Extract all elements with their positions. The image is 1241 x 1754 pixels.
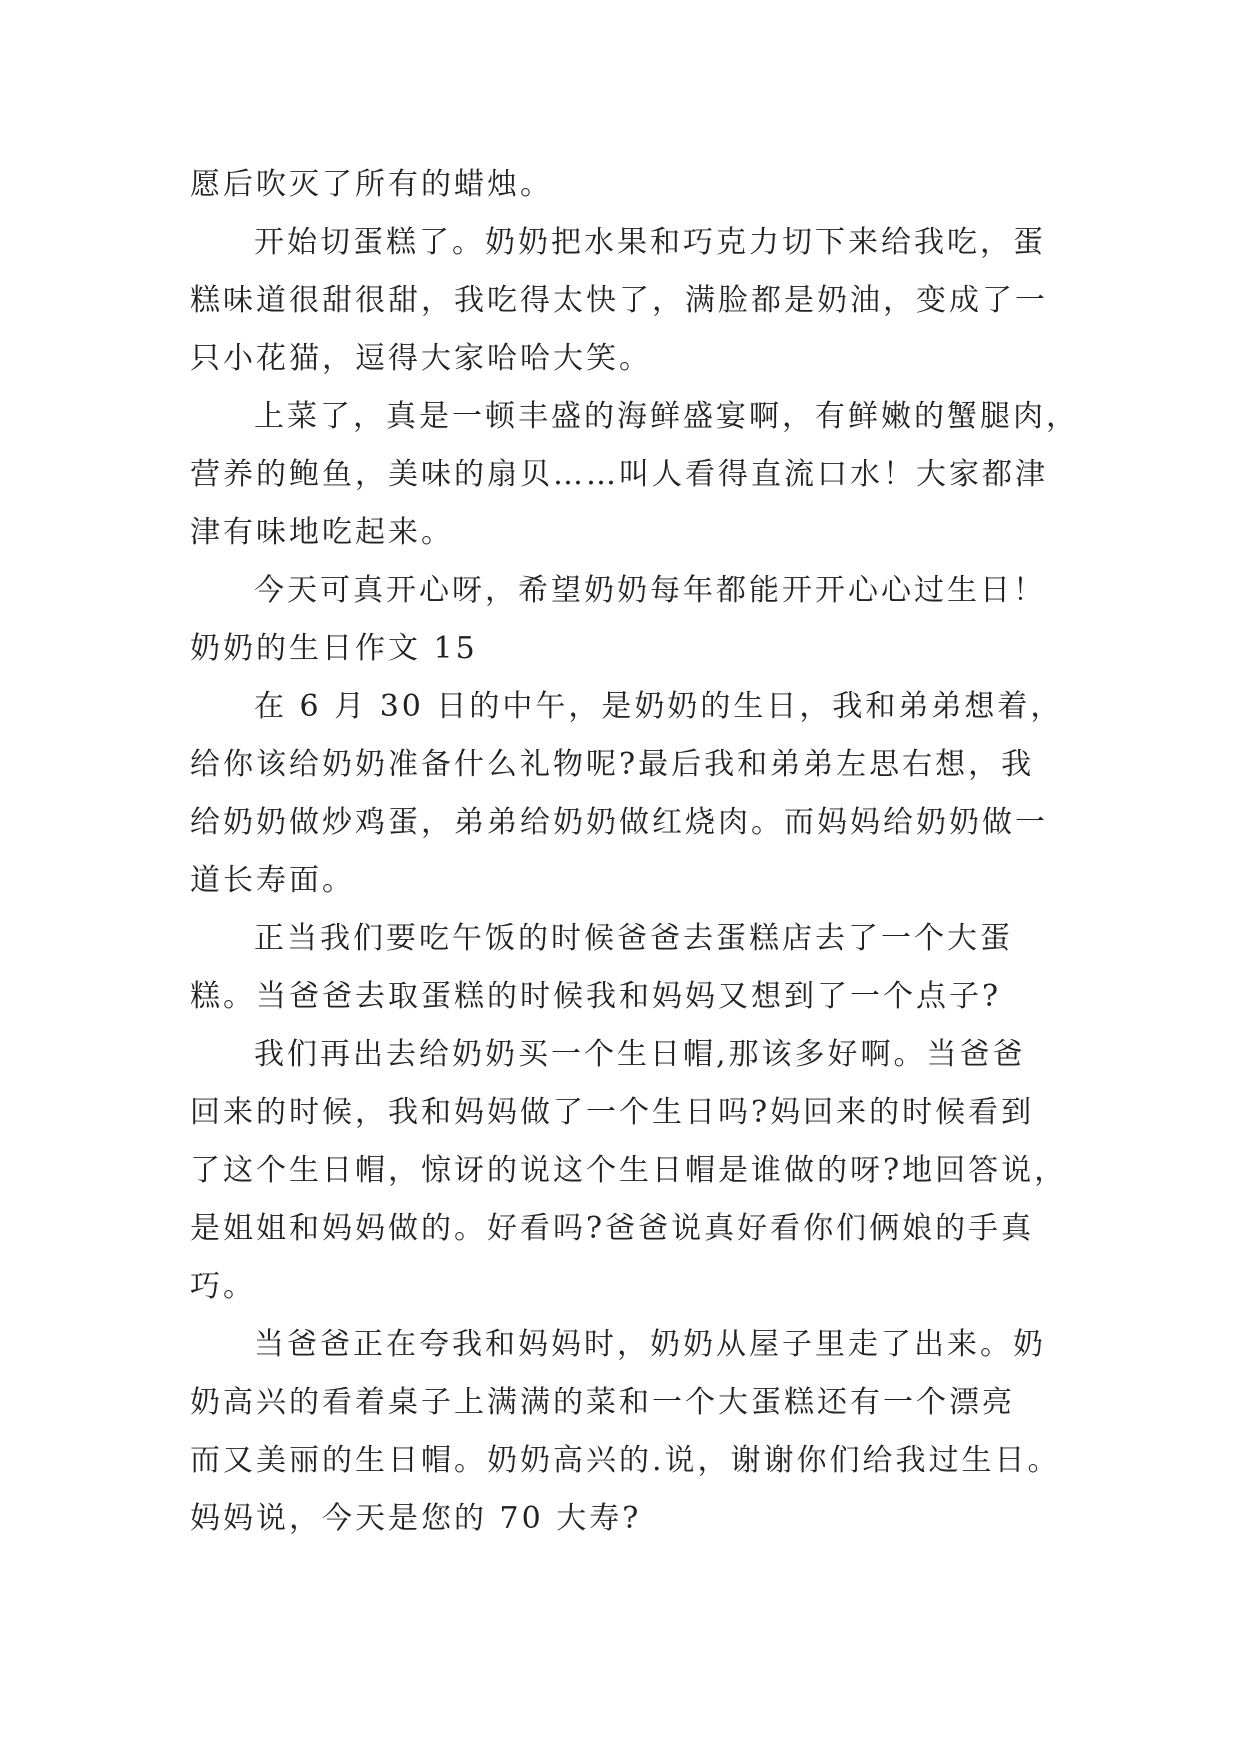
text-line: 营养的鲍鱼，美味的扇贝……叫人看得直流口水！大家都津 xyxy=(190,457,1048,492)
text-line: 只小花猫，逗得大家哈哈大笑。 xyxy=(190,341,652,376)
text-line: 糕味道很甜很甜，我吃得太快了，满脸都是奶油，变成了一 xyxy=(190,283,1048,318)
text-line: 是姐姐和妈妈做的。好看吗?爸爸说真好看你们俩娘的手真 xyxy=(190,1211,1035,1246)
text-line: 道长寿面。 xyxy=(190,863,355,898)
text-line: 给奶奶做炒鸡蛋，弟弟给奶奶做红烧肉。而妈妈给奶奶做一 xyxy=(190,805,1048,840)
text-line: 今天可真开心呀，希望奶奶每年都能开开心心过生日！ xyxy=(254,573,1046,608)
text-line: 我们再出去给奶奶买一个生日帽,那该多好啊。当爸爸 xyxy=(254,1037,1026,1072)
text-line: 当爸爸正在夸我和妈妈时，奶奶从屋子里走了出来。奶 xyxy=(254,1327,1046,1362)
text-line: 妈妈说，今天是您的 70 大寿? xyxy=(190,1501,642,1536)
document-body xyxy=(190,156,1079,1548)
text-line: 回来的时候，我和妈妈做了一个生日吗?妈回来的时候看到 xyxy=(190,1095,1035,1130)
text-line: 奶奶的生日作文 15 xyxy=(190,631,478,666)
text-line: 上菜了，真是一顿丰盛的海鲜盛宴啊，有鲜嫩的蟹腿肉， xyxy=(254,399,1079,434)
text-line: 了这个生日帽，惊讶的说这个生日帽是谁做的呀?地回答说， xyxy=(190,1153,1068,1188)
text-line: 巧。 xyxy=(190,1269,256,1304)
text-line: 津有味地吃起来。 xyxy=(190,515,454,550)
text-line: 正当我们要吃午饭的时候爸爸去蛋糕店去了一个大蛋 xyxy=(254,921,1013,956)
text-line: 而又美丽的生日帽。奶奶高兴的.说，谢谢你们给我过生日。 xyxy=(190,1443,1061,1478)
text-line: 在 6 月 30 日的中午，是奶奶的生日，我和弟弟想着， xyxy=(254,689,1064,724)
text-line: 开始切蛋糕了。奶奶把水果和巧克力切下来给我吃，蛋 xyxy=(254,225,1046,260)
text-line: 愿后吹灭了所有的蜡烛。 xyxy=(190,167,553,202)
text-line: 奶高兴的看着桌子上满满的菜和一个大蛋糕还有一个漂亮 xyxy=(190,1385,1015,1420)
text-line: 糕。当爸爸去取蛋糕的时候我和妈妈又想到了一个点子? xyxy=(190,979,1002,1014)
text-line: 给你该给奶奶准备什么礼物呢?最后我和弟弟左思右想，我 xyxy=(190,747,1035,782)
